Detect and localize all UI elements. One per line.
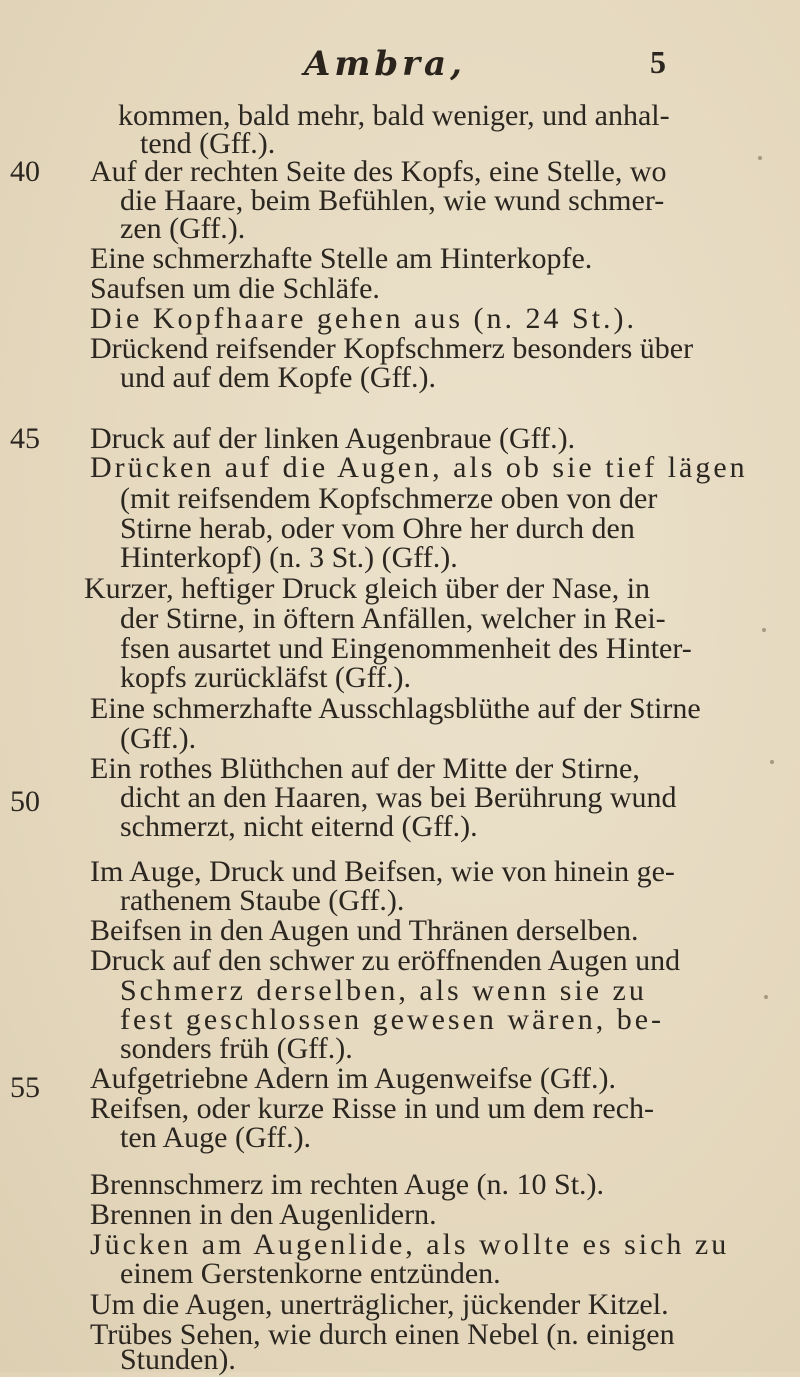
line-number-55: 55 bbox=[10, 1071, 40, 1104]
text-line: (mit reifsendem Kopfschmerze oben von der bbox=[120, 482, 658, 515]
text-line: Jücken am Augenlide, als wollte es sich zu bbox=[90, 1228, 730, 1261]
text-line: Reifsen, oder kurze Risse in und um dem rech- bbox=[90, 1092, 655, 1125]
text-line: der Stirne, in öftern Anfällen, welcher in Rei- bbox=[120, 602, 666, 635]
line-number-50: 50 bbox=[10, 785, 40, 818]
text-line: Um die Augen, unerträglicher, jückender Kitzel. bbox=[90, 1288, 669, 1321]
line-number-45: 45 bbox=[10, 422, 40, 455]
text-line: schmerzt, nicht eiternd (Gff.). bbox=[120, 810, 478, 843]
text-line: Schmerz derselben, als wenn sie zu bbox=[120, 974, 647, 1007]
text-line: Stirne herab, oder vom Ohre her durch den bbox=[120, 512, 635, 545]
text-line: zen (Gff.). bbox=[120, 212, 246, 245]
running-header bbox=[0, 44, 800, 84]
paper-speck bbox=[770, 760, 774, 764]
text-line: Kurzer, heftiger Druck gleich über der Nase, in bbox=[84, 572, 651, 605]
text-line: sonders früh (Gff.). bbox=[120, 1032, 353, 1065]
text-line: Beifsen in den Augen und Thränen derselben. bbox=[90, 914, 639, 947]
text-line: Brennschmerz im rechten Auge (n. 10 St.). bbox=[90, 1168, 605, 1201]
text-line: kopfs zurückläfst (Gff.). bbox=[120, 661, 412, 694]
text-line: und auf dem Kopfe (Gff.). bbox=[120, 361, 437, 394]
text-line: Eine schmerzhafte Ausschlagsblüthe auf der Stirne bbox=[90, 692, 701, 725]
text-line: Die Kopfhaare gehen aus (n. 24 St.). bbox=[90, 302, 638, 335]
text-line: Druck auf den schwer zu eröffnenden Augen und bbox=[90, 944, 681, 977]
text-line: tend (Gff.). bbox=[140, 127, 276, 160]
text-line: fsen ausartet und Eingenommenheit des Hinter- bbox=[120, 632, 692, 665]
line-number-40: 40 bbox=[10, 155, 40, 188]
text-line: Trübes Sehen, wie durch einen Nebel (n. einigen bbox=[90, 1318, 675, 1351]
text-line: (Gff.). bbox=[120, 722, 197, 755]
text-line: ten Auge (Gff.). bbox=[120, 1121, 312, 1154]
text-line: einem Gerstenkorne entzünden. bbox=[120, 1257, 501, 1290]
paper-speck bbox=[762, 628, 766, 632]
text-line: Eine schmerzhafte Stelle am Hinterkopfe. bbox=[90, 242, 593, 275]
text-line: Auf der rechten Seite des Kopfs, eine Stelle, wo bbox=[90, 155, 667, 188]
paper-speck bbox=[764, 995, 768, 999]
paper-speck bbox=[758, 156, 762, 160]
text-line: fest geschlossen gewesen wären, be- bbox=[120, 1003, 664, 1036]
text-line: dicht an den Haaren, was bei Berührung wund bbox=[120, 781, 677, 814]
text-line: rathenem Staube (Gff.). bbox=[120, 884, 405, 917]
text-line: die Haare, beim Befühlen, wie wund schmer- bbox=[120, 184, 665, 217]
text-line: Ein rothes Blüthchen auf der Mitte der Stirne, bbox=[90, 752, 640, 785]
text-line: Brennen in den Augenlidern. bbox=[90, 1198, 437, 1231]
text-line: Druck auf der linken Augenbraue (Gff.). bbox=[90, 422, 576, 455]
text-line: Drückend reifsender Kopfschmerz besonders über bbox=[90, 332, 694, 365]
text-line: Drücken auf die Augen, als ob sie tief lägen bbox=[90, 451, 748, 484]
text-line: kommen, bald mehr, bald weniger, und anhal- bbox=[118, 99, 670, 132]
text-line: Hinterkopf) (n. 3 St.) (Gff.). bbox=[120, 541, 458, 574]
text-line: Stunden). bbox=[120, 1343, 236, 1376]
text-line: Im Auge, Druck und Beifsen, wie von hinein ge- bbox=[90, 855, 675, 888]
running-title: Ambra, bbox=[304, 44, 466, 84]
text-line: Saufsen um die Schläfe. bbox=[90, 272, 380, 305]
page-number: 5 bbox=[650, 44, 666, 80]
text-line: Aufgetriebne Adern im Augenweifse (Gff.). bbox=[90, 1062, 616, 1095]
